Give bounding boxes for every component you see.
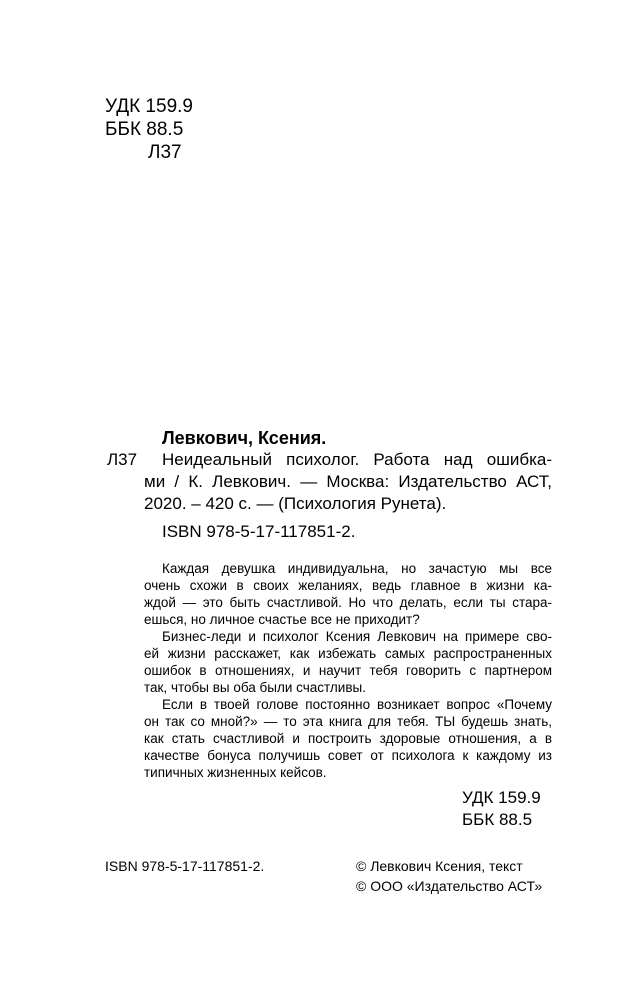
top-udk: УДК 159.9: [105, 96, 193, 117]
author-heading: Левкович, Ксения.: [162, 428, 327, 448]
record-isbn: ISBN 978-5-17-117851-2.: [162, 522, 356, 541]
annotation-line: как стать счастливой и построить здоровые отношения, а в: [144, 731, 552, 746]
title-line-3: 2020. – 420 с. — (Психология Рунета).: [144, 494, 447, 513]
annotation-line: Если в твоей голове постоянно возникает вопрос «Почему: [162, 697, 552, 712]
copyright-publisher: © ООО «Издательство АСТ»: [356, 878, 543, 894]
title-line-2: ми / К. Левкович. — Москва: Издательство АСТ,: [144, 472, 552, 491]
top-bbk: ББК 88.5: [105, 119, 184, 140]
title-line-1: Неидеальный психолог. Работа над ошибка-: [162, 450, 552, 469]
annotation-line: он так со мной?» — то эта книга для тебя. ТЫ будешь знать,: [144, 714, 552, 729]
annotation-line: так, чтобы вы оба были счастливы.: [144, 680, 366, 695]
annotation-line: ждой — это быть счастливой. Но что делать, если ты стара-: [144, 595, 552, 610]
footer-isbn: ISBN 978-5-17-117851-2.: [105, 858, 265, 874]
copyright-author: © Левкович Ксения, текст: [356, 858, 523, 874]
top-author-mark: Л37: [148, 142, 182, 163]
bottom-bbk: ББК 88.5: [462, 810, 533, 829]
annotation-line: ей жизни расскажет, как избежать самых распространенных: [144, 646, 552, 661]
annotation-line: очень схожи в своих желаниях, ведь главное в жизни ка-: [144, 578, 552, 593]
bottom-udk: УДК 159.9: [462, 788, 541, 807]
annotation-line: Бизнес-леди и психолог Ксения Левкович на примере сво-: [162, 629, 552, 644]
annotation-line: ошибок в отношениях, и научит тебя говорить с партнером: [144, 663, 552, 678]
record-author-mark: Л37: [107, 450, 138, 469]
annotation-line: Каждая девушка индивидуальна, но зачастую мы все: [162, 561, 552, 576]
annotation-line: ешься, но личное счастье все не приходит?: [144, 612, 420, 627]
annotation-line: типичных жизненных кейсов.: [144, 765, 327, 780]
annotation-line: качестве бонуса получишь совет от психолога к каждому из: [144, 748, 552, 763]
